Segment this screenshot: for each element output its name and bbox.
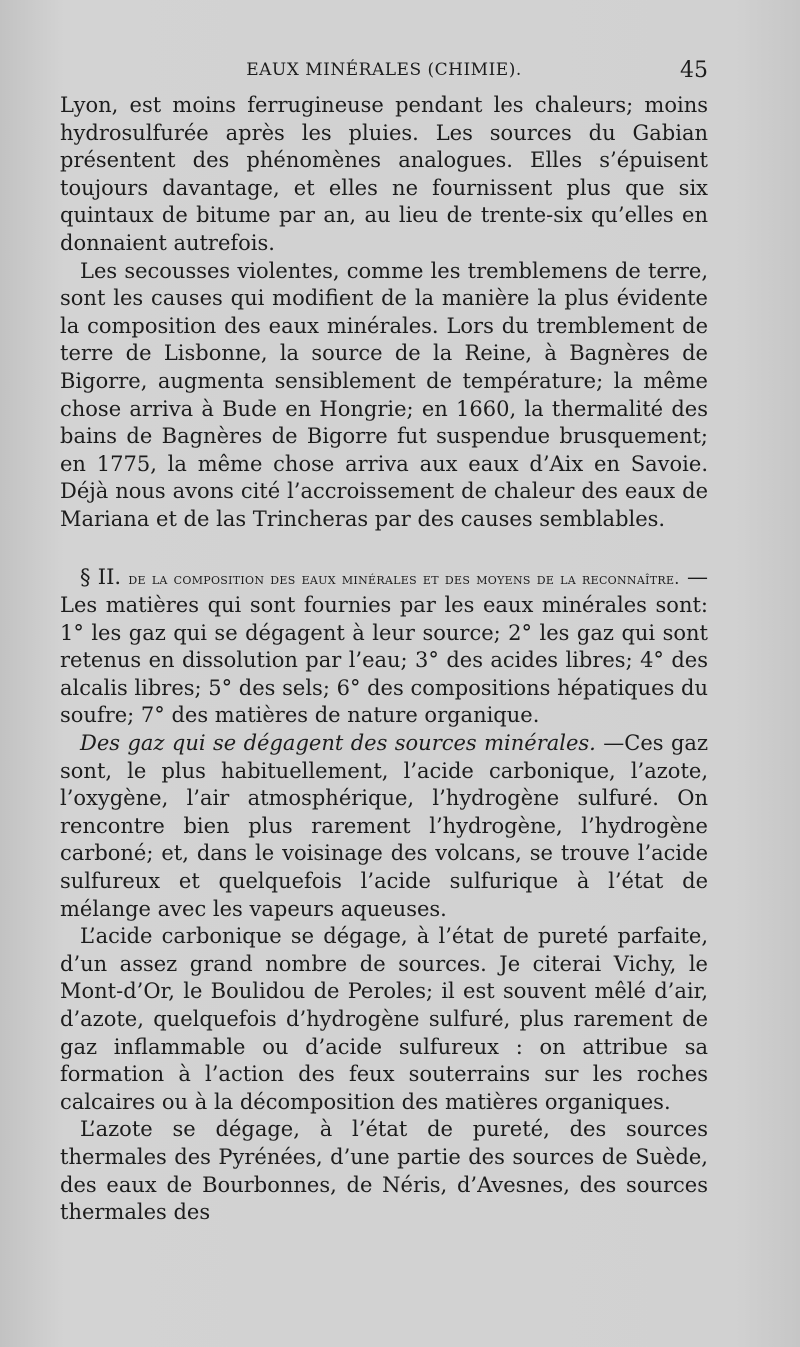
- page-body: [60, 92, 708, 1227]
- paragraph-carbonic-acid: L’acide carbonique se dégage, à l’état de pureté parfaite, d’un assez grand nombre de sources. Je citerai Vichy, le Mont-d’Or, le Boulidou de Peroles; il est souvent mêlé d’air, d’azote, quelquefois d’hydrogène sulfuré, plus rarement de gaz inflammable ou d’acide sulfureux : on attribue sa formation à l’action des feux souterrains sur les roches calcaires ou à la décomposition des matières organiques.: [60, 924, 708, 1114]
- page-number: 45: [680, 58, 708, 83]
- paragraph-azote: L’azote se dégage, à l’état de pureté, des sources thermales des Pyrénées, d’une partie des sources de Suède, des eaux de Bourbonnes, de Néris, d’Avesnes, des sources thermales des: [60, 1117, 708, 1225]
- paragraph-gases: [60, 730, 708, 923]
- page-header: [60, 58, 708, 92]
- paragraph-lead: Des gaz qui se dégagent des sources minérales.: [80, 731, 596, 756]
- paragraph-continuation: Lyon, est moins ferrugineuse pendant les chaleurs; moins hydrosulfurée après les pluies. Les sources du Gabian présentent des phénomènes analogues. Elles s’épuisent toujours davantage, et elles ne fournissent plus que six quintaux de bitume par an, au lieu de trente-six qu’elles en donnaient autrefois.: [60, 93, 708, 255]
- running-title: EAUX MINÉRALES (CHIMIE).: [246, 60, 522, 80]
- section-paragraph: [60, 564, 708, 731]
- paragraph-earthquakes: Les secousses violentes, comme les tremblemens de terre, sont les causes qui modifient de la manière la plus évidente la composition des eaux minérales. Lors du tremblement de terre de Lisbonne, la source de la Reine, à Bagnères de Bigorre, augmenta sensiblement de température; la même chose arriva à Bude en Hongrie; en 1660, la thermalité des bains de Bagnères de Bigorre fut suspendue brusquement; en 1775, la même chose arriva aux eaux d’Aix en Savoie. Déjà nous avons cité l’accroissement de chaleur des eaux de Mariana et de las Trincheras par des causes semblables.: [60, 258, 708, 531]
- paragraph-gases-text: —Ces gaz sont, le plus habituellement, l’acide carbonique, l’azote, l’oxygène, l’air atmosphérique, l’hydrogène sulfuré. On rencontre bien plus rarement l’hydrogène, l’hydrogène carboné; et, dans le voisinage des volcans, se trouve l’acide sulfureux et quelquefois l’acide sulfurique à l’état de mélange avec les vapeurs aqueuses.: [60, 731, 709, 921]
- section-text: — Les matières qui sont fournies par les eaux minérales sont: 1° les gaz qui se dégagent à leur source; 2° les gaz qui sont retenus en dissolution par l’eau; 3° des acides libres; 4° des alcalis libres; 5° des sels; 6° des compositions hépatiques du soufre; 7° des matières de nature organique.: [60, 564, 708, 728]
- section-heading: de la composition des eaux minérales et des moyens de la reconnaître.: [128, 568, 680, 588]
- section-number: § II.: [80, 564, 122, 589]
